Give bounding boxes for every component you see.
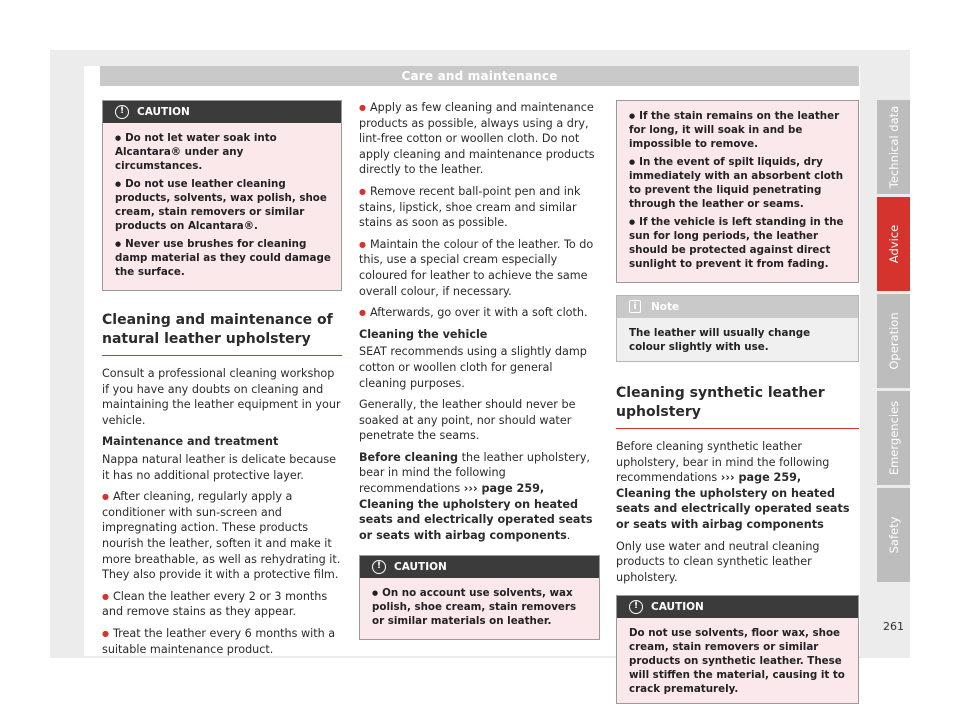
caution-body bbox=[103, 123, 341, 290]
tab-safety[interactable] bbox=[877, 488, 910, 582]
note-box bbox=[616, 295, 859, 362]
page-reference-link[interactable]: ››› page 259, Cleaning the upholstery on heated seats and electrically operated seats or seats with airbag components bbox=[616, 471, 850, 531]
synthetic-text: Only use water and neutral cleaning products to clean synthetic leather upholstery. bbox=[616, 539, 820, 584]
page-reference-link[interactable]: ››› page 259, Cleaning the upholstery on heated seats and electrically operated seats or seats with airbag components bbox=[359, 482, 593, 542]
caution-box bbox=[616, 595, 859, 704]
column-2 bbox=[359, 100, 600, 652]
synthetic-text-body: Before cleaning synthetic leather upholstery, bear in mind the following recommendations bbox=[616, 440, 830, 485]
column-3 bbox=[616, 100, 859, 716]
caution-box bbox=[359, 555, 600, 640]
caution-item: ● On no account use solvents, wax polish, shoe cream, stain removers or similar materials on leather. bbox=[372, 586, 589, 628]
tab-label: Safety bbox=[886, 516, 901, 554]
caution-icon: ! bbox=[372, 560, 386, 574]
note-body: The leather will usually change colour slightly with use. bbox=[617, 318, 858, 361]
column-1 bbox=[102, 100, 342, 663]
maintenance-text: Nappa natural leather is delicate because it has no additional protective layer. bbox=[102, 452, 337, 482]
list-item: ● Maintain the colour of the leather. To do this, use a special cream especially coloured for leather to achieve the same overall colour, if necessary. bbox=[359, 237, 600, 299]
synthetic-text bbox=[616, 439, 859, 533]
caution-header bbox=[617, 596, 858, 618]
chapter-tabs bbox=[877, 100, 910, 585]
tab-label: Advice bbox=[886, 224, 901, 264]
chapter-header: Care and maintenance bbox=[100, 66, 859, 86]
page-number: 261 bbox=[883, 620, 904, 633]
list-item: ● Afterwards, go over it with a soft cloth. bbox=[359, 305, 600, 321]
before-cleaning-text bbox=[359, 450, 600, 544]
list-item: ● Clean the leather every 2 or 3 months and remove stains as they appear. bbox=[102, 589, 342, 620]
caution-body bbox=[360, 578, 599, 639]
caution-header bbox=[360, 556, 599, 578]
caution-label: CAUTION bbox=[394, 561, 447, 574]
tab-technical-data[interactable] bbox=[877, 100, 910, 194]
caution-item: ● Do not use leather cleaning products, solvents, wax polish, shoe cream, stain removers or similar products on Alcantara®. bbox=[115, 177, 331, 233]
list-item: ● Apply as few cleaning and maintenance products as possible, always using a dry, lint-free cotton or woollen cloth. Do not apply cleaning and maintenance products directly to the leather. bbox=[359, 100, 600, 178]
section-title-natural-leather: Cleaning and maintenance of natural leather upholstery bbox=[102, 311, 342, 356]
caution-item: ● In the event of spilt liquids, dry immediately with an absorbent cloth to prevent the liquid penetrating through the leather or seams. bbox=[629, 155, 848, 211]
vehicle-text: Generally, the leather should never be soaked at any point, nor should water penetrate the seams. bbox=[359, 398, 576, 443]
caution-item: ● If the vehicle is left standing in the sun for long periods, the leather should be protected against direct sunlight to prevent it from fading. bbox=[629, 215, 848, 271]
vehicle-text: SEAT recommends using a slightly damp cotton or woollen cloth for general cleaning purposes. bbox=[359, 345, 587, 390]
vehicle-label: Cleaning the vehicle bbox=[359, 327, 488, 341]
note-label: Note bbox=[651, 301, 680, 313]
tab-label: Technical data bbox=[886, 105, 901, 189]
list-item: ● Treat the leather every 6 months with a suitable maintenance product. bbox=[102, 626, 342, 657]
caution-box bbox=[102, 100, 342, 291]
caution-box-continued bbox=[616, 100, 859, 283]
caution-label: CAUTION bbox=[651, 601, 704, 614]
tab-operation[interactable] bbox=[877, 294, 910, 388]
list-item: ● After cleaning, regularly apply a conditioner with sun-screen and impregnating action. These products nourish the leather, soften it and make it more breathable, as well as rehydrating it. They also provide it with a protective film. bbox=[102, 489, 342, 583]
maintenance-label: Maintenance and treatment bbox=[102, 435, 279, 449]
caution-icon: ! bbox=[629, 600, 643, 614]
info-icon: i bbox=[629, 300, 641, 313]
period: . bbox=[566, 528, 571, 542]
before-cleaning-bold: Before cleaning bbox=[359, 450, 459, 464]
before-cleaning-body: the leather upholstery, bear in mind the following recommendations bbox=[359, 450, 590, 496]
section-title-synthetic-leather: Cleaning synthetic leather upholstery bbox=[616, 384, 859, 429]
caution-body: Do not use solvents, floor wax, shoe cream, stain removers or similar products on synthetic leather. These will stiffen the material, causing it to crack prematurely. bbox=[629, 627, 845, 696]
tab-emergencies[interactable] bbox=[877, 391, 910, 485]
intro-text: Consult a professional cleaning workshop if you have any doubts on cleaning and maintaining the leather equipment in your vehicle. bbox=[102, 367, 341, 427]
caution-item: ● Never use brushes for cleaning damp material as they could damage the surface. bbox=[115, 237, 331, 279]
tab-label: Emergencies bbox=[886, 400, 901, 476]
caution-icon: ! bbox=[115, 105, 129, 119]
tab-label: Operation bbox=[886, 312, 901, 370]
caution-item: ● Do not let water soak into Alcantara® under any circumstances. bbox=[115, 131, 331, 173]
caution-header bbox=[103, 101, 341, 123]
caution-body bbox=[617, 101, 858, 282]
tab-advice[interactable] bbox=[877, 197, 910, 291]
caution-label: CAUTION bbox=[137, 106, 190, 118]
note-header bbox=[617, 296, 858, 318]
list-item: ● Remove recent ball-point pen and ink stains, lipstick, shoe cream and similar stains as soon as possible. bbox=[359, 184, 600, 231]
caution-item: ● If the stain remains on the leather for long, it will soak in and be impossible to remove. bbox=[629, 109, 848, 151]
